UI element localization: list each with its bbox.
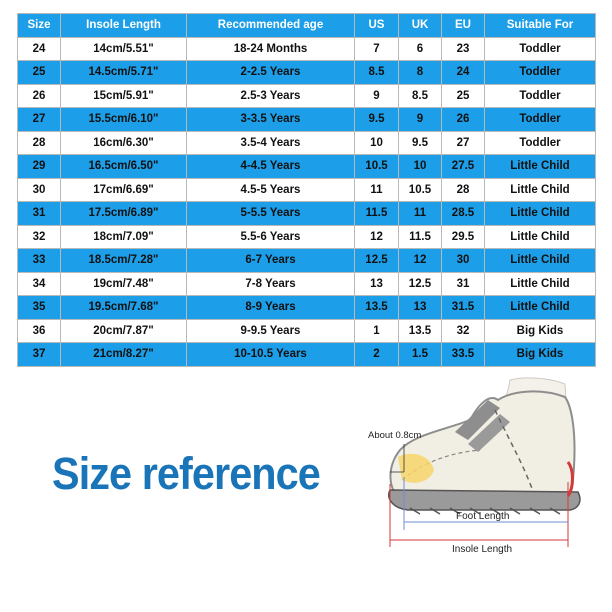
table-cell: 2-2.5 Years — [187, 61, 355, 85]
foot-length-label: Foot Length — [456, 511, 510, 522]
table-cell: 29 — [18, 155, 61, 179]
table-header-row — [18, 14, 596, 38]
column-header: US — [355, 14, 399, 38]
table-cell: 13 — [355, 272, 399, 296]
table-row — [18, 131, 596, 155]
shoe-measurement-diagram — [360, 372, 600, 557]
table-cell: 31.5 — [442, 296, 485, 320]
table-cell: 31 — [18, 202, 61, 226]
table-row — [18, 155, 596, 179]
table-cell: 17cm/6.69" — [61, 178, 187, 202]
table-cell: 13.5 — [355, 296, 399, 320]
table-row — [18, 84, 596, 108]
insole-length-label: Insole Length — [452, 544, 513, 555]
table-cell: 32 — [442, 319, 485, 343]
column-header: Insole Length — [61, 14, 187, 38]
table-cell: 1 — [355, 319, 399, 343]
table-cell: 27.5 — [442, 155, 485, 179]
table-cell: 14.5cm/5.71" — [61, 61, 187, 85]
sole — [389, 490, 580, 510]
table-cell: 2 — [355, 343, 399, 367]
table-cell: 21cm/8.27" — [61, 343, 187, 367]
table-cell: Little Child — [485, 155, 596, 179]
table-cell: 15cm/5.91" — [61, 84, 187, 108]
table-cell: 12 — [399, 249, 442, 273]
table-cell: Little Child — [485, 178, 596, 202]
table-cell: 10 — [355, 131, 399, 155]
table-cell: 18.5cm/7.28" — [61, 249, 187, 273]
table-cell: 20cm/7.87" — [61, 319, 187, 343]
table-cell: 19cm/7.48" — [61, 272, 187, 296]
table-cell: Little Child — [485, 202, 596, 226]
table-row — [18, 61, 596, 85]
table-body — [18, 37, 596, 366]
table-row — [18, 296, 596, 320]
table-cell: Little Child — [485, 296, 596, 320]
table-cell: 1.5 — [399, 343, 442, 367]
table-cell: 26 — [442, 108, 485, 132]
table-cell: 11.5 — [355, 202, 399, 226]
column-header: UK — [399, 14, 442, 38]
table-cell: 4.5-5 Years — [187, 178, 355, 202]
table-cell: 25 — [442, 84, 485, 108]
table-cell: 8.5 — [399, 84, 442, 108]
table-cell: Toddler — [485, 61, 596, 85]
table-cell: 28.5 — [442, 202, 485, 226]
table-cell: 15.5cm/6.10" — [61, 108, 187, 132]
table-cell: 32 — [18, 225, 61, 249]
table-cell: 14cm/5.51" — [61, 37, 187, 61]
column-header: Recommended age — [187, 14, 355, 38]
table-cell: 18-24 Months — [187, 37, 355, 61]
gap-label: About 0.8cm — [368, 430, 422, 441]
table-cell: 6-7 Years — [187, 249, 355, 273]
size-reference-title: Size reference — [52, 448, 320, 499]
table-cell: Little Child — [485, 249, 596, 273]
table-cell: 12.5 — [399, 272, 442, 296]
table-cell: 9 — [399, 108, 442, 132]
table-cell: 30 — [18, 178, 61, 202]
table-cell: 37 — [18, 343, 61, 367]
table-cell: 30 — [442, 249, 485, 273]
table-cell: 8 — [399, 61, 442, 85]
table-cell: Toddler — [485, 37, 596, 61]
table-cell: 5-5.5 Years — [187, 202, 355, 226]
table-cell: 6 — [399, 37, 442, 61]
table-cell: 12.5 — [355, 249, 399, 273]
table-row — [18, 37, 596, 61]
table-cell: 11.5 — [399, 225, 442, 249]
table-cell: 26 — [18, 84, 61, 108]
size-chart-table — [17, 13, 596, 367]
table-cell: 9-9.5 Years — [187, 319, 355, 343]
column-header: Suitable For — [485, 14, 596, 38]
table-row — [18, 272, 596, 296]
table-cell: Big Kids — [485, 319, 596, 343]
table-cell: 33 — [18, 249, 61, 273]
table-row — [18, 343, 596, 367]
table-cell: 35 — [18, 296, 61, 320]
table-cell: 5.5-6 Years — [187, 225, 355, 249]
table-cell: Big Kids — [485, 343, 596, 367]
table-cell: 28 — [442, 178, 485, 202]
table-cell: 8.5 — [355, 61, 399, 85]
table-cell: 10-10.5 Years — [187, 343, 355, 367]
table-cell: 7-8 Years — [187, 272, 355, 296]
table-cell: 24 — [18, 37, 61, 61]
table-cell: 24 — [442, 61, 485, 85]
table-cell: 16cm/6.30" — [61, 131, 187, 155]
table-cell: 34 — [18, 272, 61, 296]
column-header: EU — [442, 14, 485, 38]
table-row — [18, 202, 596, 226]
table-cell: 10 — [399, 155, 442, 179]
column-header: Size — [18, 14, 61, 38]
table-cell: 9.5 — [399, 131, 442, 155]
table-row — [18, 178, 596, 202]
table-cell: 31 — [442, 272, 485, 296]
table-cell: Toddler — [485, 131, 596, 155]
table-cell: 3.5-4 Years — [187, 131, 355, 155]
table-cell: 27 — [442, 131, 485, 155]
table-cell: 11 — [399, 202, 442, 226]
table-cell: 13 — [399, 296, 442, 320]
table-cell: Little Child — [485, 225, 596, 249]
table-row — [18, 249, 596, 273]
table-cell: 7 — [355, 37, 399, 61]
table-cell: Toddler — [485, 108, 596, 132]
table-cell: 9 — [355, 84, 399, 108]
table-cell: 27 — [18, 108, 61, 132]
table-cell: 29.5 — [442, 225, 485, 249]
table-cell: 13.5 — [399, 319, 442, 343]
table-cell: 36 — [18, 319, 61, 343]
table-cell: 8-9 Years — [187, 296, 355, 320]
table-cell: 19.5cm/7.68" — [61, 296, 187, 320]
table-cell: 25 — [18, 61, 61, 85]
table-cell: 2.5-3 Years — [187, 84, 355, 108]
table-cell: 33.5 — [442, 343, 485, 367]
table-cell: 3-3.5 Years — [187, 108, 355, 132]
table-cell: 17.5cm/6.89" — [61, 202, 187, 226]
table-cell: 11 — [355, 178, 399, 202]
table-row — [18, 108, 596, 132]
table-cell: 23 — [442, 37, 485, 61]
table-row — [18, 225, 596, 249]
table-cell: 28 — [18, 131, 61, 155]
table-cell: Little Child — [485, 272, 596, 296]
table-cell: 10.5 — [399, 178, 442, 202]
table-cell: 4-4.5 Years — [187, 155, 355, 179]
table-cell: 9.5 — [355, 108, 399, 132]
table-cell: 12 — [355, 225, 399, 249]
table-row — [18, 319, 596, 343]
table-cell: Toddler — [485, 84, 596, 108]
table-cell: 16.5cm/6.50" — [61, 155, 187, 179]
table-cell: 18cm/7.09" — [61, 225, 187, 249]
table-cell: 10.5 — [355, 155, 399, 179]
